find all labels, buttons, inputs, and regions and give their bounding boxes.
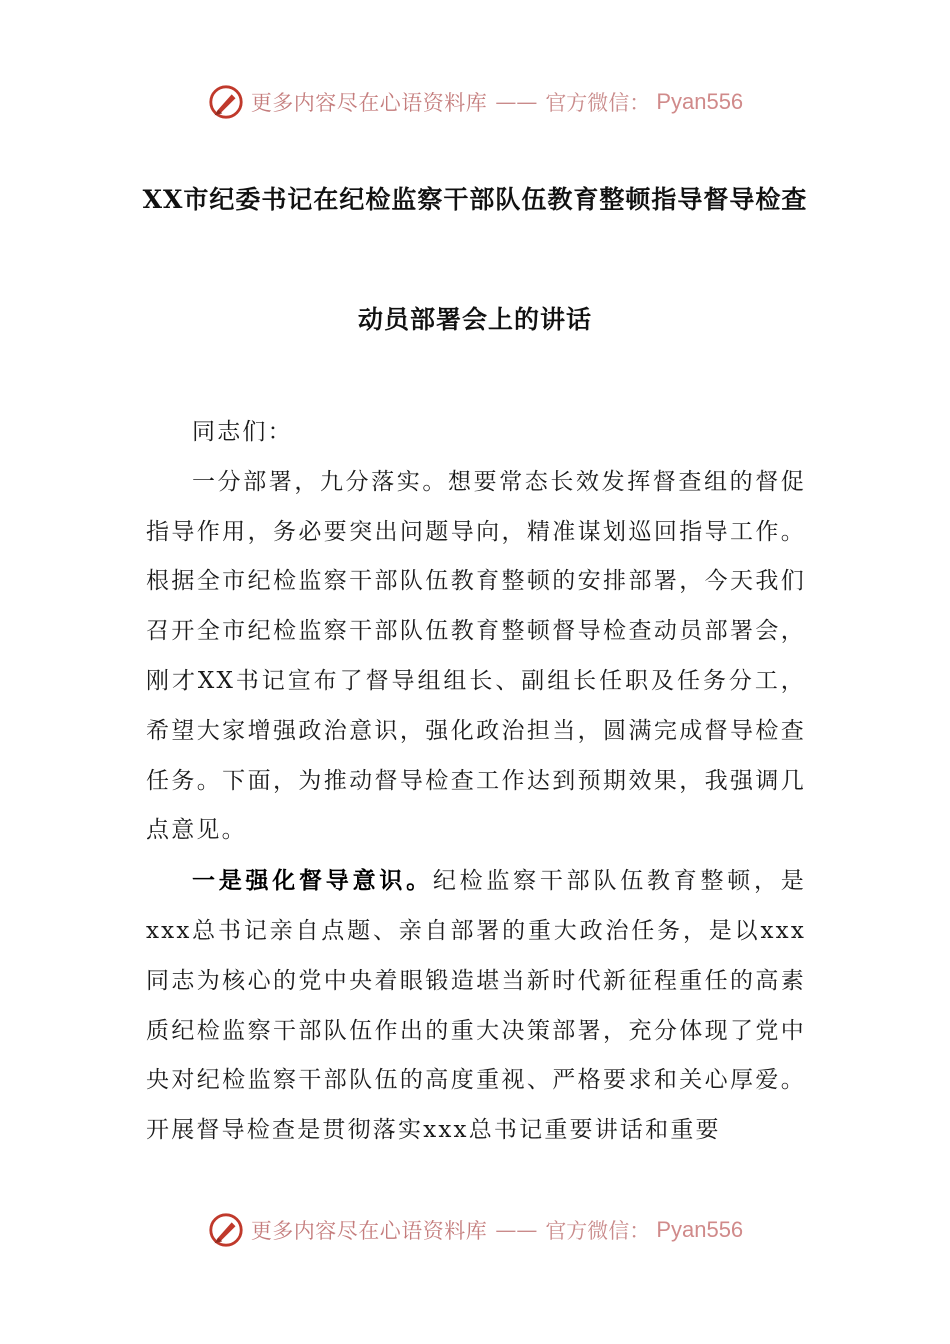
document-title-line2: 动员部署会上的讲话 (357, 305, 592, 334)
watermark-site-text: 更多内容尽在心语资料库 (250, 1219, 488, 1243)
watermark-separator: —— (495, 1218, 538, 1242)
document-title-line1: XX市纪委书记在纪检监察干部队伍教育整顿指导督导检查 (142, 185, 808, 214)
paragraph-2-body: 纪检监察干部队伍教育整顿，是xxx总书记亲自点题、亲自部署的重大政治任务，是以xxx同志为核心的党中央着眼锻造堪当新时代新征程重任的高素质纪检监察干部队伍作出的重大决策部署，充分体现了党中央对纪检监察干部队伍的高度重视、严格要求和关心厚爱。开展督导检查是贯彻落实xxx总书记重要讲话和重要 (146, 868, 806, 1144)
paragraph-2 (146, 856, 806, 1156)
document-body (146, 408, 806, 1156)
footer-watermark (0, 1210, 950, 1250)
pen-logo-icon (207, 1211, 245, 1249)
salutation: 同志们： (192, 419, 293, 445)
watermark-separator: —— (495, 90, 538, 114)
watermark-label: 官方微信： (545, 91, 651, 115)
watermark-wechat-id: Pyan556 (656, 1217, 744, 1242)
watermark-wechat-id: Pyan556 (656, 89, 744, 114)
watermark-site-text: 更多内容尽在心语资料库 (250, 91, 488, 115)
paragraph-2-lead: 一是强化督导意识。 (192, 867, 433, 895)
watermark-label: 官方微信： (545, 1219, 651, 1243)
header-watermark (0, 82, 950, 122)
pen-logo-icon (207, 83, 245, 121)
paragraph-1: 一分部署，九分落实。想要常态长效发挥督查组的督促指导作用，务必要突出问题导向，精准谋划巡回指导工作。根据全市纪检监察干部队伍教育整顿的安排部署，今天我们召开全市纪检监察干部队伍教育整顿督导检查动员部署会，刚才XX书记宣布了督导组组长、副组长任职及任务分工，希望大家增强政治意识，强化政治担当，圆满完成督导检查任务。下面，为推动督导检查工作达到预期效果，我强调几点意见。 (146, 468, 806, 844)
